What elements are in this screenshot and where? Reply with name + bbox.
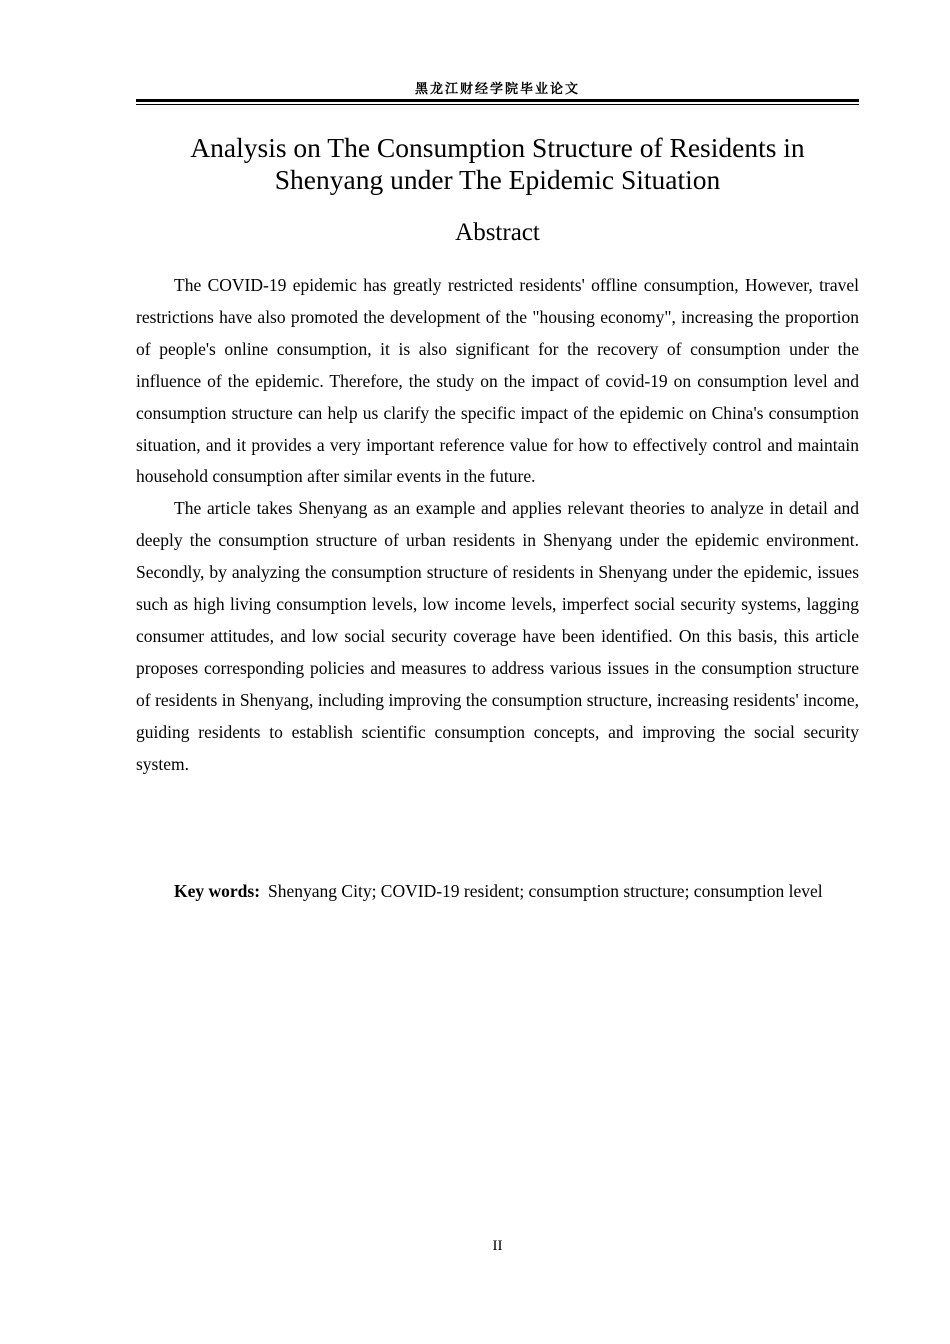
keywords-text: Shenyang City; COVID-19 resident; consumption structure; consumption level <box>268 881 823 901</box>
page-number: II <box>492 1238 503 1254</box>
abstract-heading: Abstract <box>455 219 540 246</box>
running-header: 黑龙江财经学院毕业论文 <box>414 82 580 97</box>
abstract-body <box>136 270 859 781</box>
paper-title-line-2: Shenyang under The Epidemic Situation <box>274 164 721 195</box>
paper-title <box>136 132 859 196</box>
keywords-label: Key words: <box>174 881 261 901</box>
header-rule-thick <box>136 99 859 102</box>
abstract-paragraph-1: The COVID-19 epidemic has greatly restricted residents' offline consumption, However, travel restrictions have also promoted the development of the "housing economy", increasing the proportion of people's online consumption, it is also significant for the recovery of consumption under the influence of the epidemic. Therefore, the study on the impact of covid-19 on consumption level and consumption structure can help us clarify the specific impact of the epidemic on China's consumption situation, and it provides a very important reference value for how to effectively control and maintain household consumption after similar events in the future. <box>136 275 859 487</box>
keywords-line <box>136 876 859 908</box>
paper-title-line-1: Analysis on The Consumption Structure of Residents in <box>190 132 805 163</box>
abstract-paragraph-2: The article takes Shenyang as an example and applies relevant theories to analyze in detail and deeply the consumption structure of urban residents in Shenyang under the epidemic environment. Secondly, by analyzing the consumption structure of residents in Shenyang under the epidemic, issues such as high living consumption levels, low income levels, imperfect social security systems, lagging consumer attitudes, and low social security coverage have been identified. On this basis, this article proposes corresponding policies and measures to address various issues in the consumption structure of residents in Shenyang, including improving the consumption structure, increasing residents' income, guiding residents to establish scientific consumption concepts, and improving the social security system. <box>136 498 859 774</box>
header-rule-thin <box>136 104 859 105</box>
